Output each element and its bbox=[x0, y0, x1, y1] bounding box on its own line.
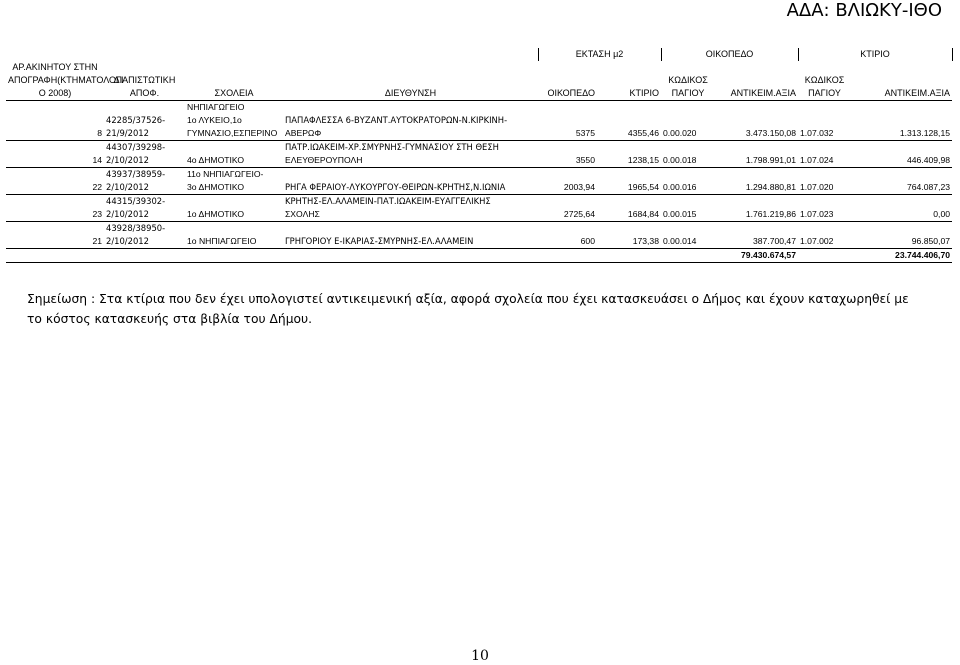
row-23-decision-line2: 2/10/2012 bbox=[104, 208, 185, 222]
row-14-decision-line2: 2/10/2012 bbox=[104, 154, 185, 168]
row-14-code: 0.00.018 bbox=[661, 154, 715, 168]
row-22-plot: 2003,94 bbox=[538, 181, 597, 195]
row-21-id: 21 bbox=[6, 235, 104, 249]
table-row bbox=[6, 208, 952, 222]
table-row bbox=[6, 114, 952, 127]
property-register-table bbox=[6, 48, 953, 263]
row-23-school: 1ο ΔΗΜΟΤΙΚΟ bbox=[185, 208, 283, 222]
table-row bbox=[6, 222, 952, 236]
table-row bbox=[6, 154, 952, 168]
row-8-address-line2: ΑΒΕΡΩΦ bbox=[283, 127, 538, 141]
row-14-address-line1: ΠΑΤΡ.ΙΩΑΚΕΙΜ-ΧΡ.ΣΜΥΡΝΗΣ-ΓΥΜΝΑΣΙΟΥ ΣΤΗ ΘΕΣΗ bbox=[285, 142, 499, 152]
reg-header-line1: ΑΡ.ΑΚΙΝΗΤΟΥ ΣΤΗΝ bbox=[12, 62, 98, 72]
row-23-code: 0.00.015 bbox=[661, 208, 715, 222]
row-23-address-line2: ΣΧΟΛΗΣ bbox=[283, 208, 538, 222]
row-22-school-line1: 11ο ΝΗΠΙΑΓΩΓΕΙΟ- bbox=[187, 169, 264, 179]
value2-header: ΑΝΤΙΚΕΙΜ.ΑΞΙΑ bbox=[851, 87, 952, 101]
row-23-decision-line1: 44315/39302- bbox=[106, 196, 166, 206]
row-8-decision-line2: 21/9/2012 bbox=[104, 127, 185, 141]
row-14-value: 1.798.991,01 bbox=[715, 154, 798, 168]
header-group-row bbox=[6, 48, 952, 61]
row-14-plot: 3550 bbox=[538, 154, 597, 168]
row-14-building: 1238,15 bbox=[597, 154, 661, 168]
row-22-decision-line1: 43937/38959- bbox=[106, 169, 166, 179]
row-8-decision-line1: 42285/37526- bbox=[106, 115, 166, 125]
footnote bbox=[27, 289, 947, 329]
row-23-code2: 1.07.023 bbox=[798, 208, 851, 222]
page-number: 10 bbox=[471, 648, 489, 664]
row-8-value2: 1.313.128,15 bbox=[851, 127, 952, 141]
decision-header-line2: ΑΠΟΦ. bbox=[104, 87, 185, 101]
row-14-value2: 446.409,98 bbox=[851, 154, 952, 168]
totals-row bbox=[6, 249, 952, 263]
row-8-building: 4355,46 bbox=[597, 127, 661, 141]
total-value: 79.430.674,57 bbox=[715, 249, 798, 263]
row-14-school: 4ο ΔΗΜΟΤΙΚΟ bbox=[185, 154, 283, 168]
row-22-decision-line2: 2/10/2012 bbox=[104, 181, 185, 195]
row-22-value2: 764.087,23 bbox=[851, 181, 952, 195]
row-21-plot: 600 bbox=[538, 235, 597, 249]
table-row bbox=[6, 195, 952, 209]
row-21-value2: 96.850,07 bbox=[851, 235, 952, 249]
header-row-1 bbox=[6, 61, 952, 74]
building-group-header: ΚΤΙΡΙΟ bbox=[798, 48, 952, 61]
address-header: ΔΙΕΥΘΥΝΣΗ bbox=[283, 87, 538, 101]
row-21-code: 0.00.014 bbox=[661, 235, 715, 249]
row-23-value: 1.761.219,86 bbox=[715, 208, 798, 222]
row-21-decision-line1: 43928/38950- bbox=[106, 223, 166, 233]
row-22-address: ΡΗΓΑ ΦΕΡΑΙΟΥ-ΛΥΚΟΥΡΓΟΥ-ΘΕΙΡΩΝ-ΚΡΗΤΗΣ,Ν.ΙΩΝΙΑ bbox=[283, 181, 538, 195]
row-21-building: 173,38 bbox=[597, 235, 661, 249]
code-header-line1: ΚΩΔΙΚΟΣ bbox=[668, 75, 708, 85]
table-row bbox=[6, 181, 952, 195]
row-21-decision-line2: 2/10/2012 bbox=[104, 235, 185, 249]
row-14-id: 14 bbox=[6, 154, 104, 168]
schools-header: ΣΧΟΛΕΙΑ bbox=[185, 87, 283, 101]
ada-watermark: ΑΔΑ: ΒΛΙΩΚΥ-ΙΘΟ bbox=[786, 0, 942, 21]
row-8-school-line1: ΝΗΠΙΑΓΩΓΕΙΟ bbox=[187, 102, 245, 112]
row-23-id: 23 bbox=[6, 208, 104, 222]
table-row bbox=[6, 235, 952, 249]
row-22-code2: 1.07.020 bbox=[798, 181, 851, 195]
value-header: ΑΝΤΙΚΕΙΜ.ΑΞΙΑ bbox=[715, 87, 798, 101]
row-23-value2: 0,00 bbox=[851, 208, 952, 222]
row-8-school-line3: ΓΥΜΝΑΣΙΟ,ΕΣΠΕΡΙΝΟ bbox=[185, 127, 283, 141]
row-21-value: 387.700,47 bbox=[715, 235, 798, 249]
header-row-3 bbox=[6, 87, 952, 101]
row-22-school-line2: 3ο ΔΗΜΟΤΙΚΟ bbox=[185, 181, 283, 195]
building-header: ΚΤΙΡΙΟ bbox=[597, 87, 661, 101]
row-8-address-line1: ΠΑΠΑΦΛΕΣΣΑ 6-ΒΥΖΑΝΤ.ΑΥΤΟΚΡΑΤΟΡΩΝ-Ν.ΚΙΡΚΙΝΗ- bbox=[285, 115, 508, 125]
row-22-code: 0.00.016 bbox=[661, 181, 715, 195]
row-8-value: 3.473.150,08 bbox=[715, 127, 798, 141]
area-group-header: ΕΚΤΑΣΗ μ2 bbox=[538, 48, 661, 61]
row-23-plot: 2725,64 bbox=[538, 208, 597, 222]
footnote-line1: Σημείωση : Στα κτίρια που δεν έχει υπολογιστεί αντικειμενική αξία, αφορά σχολεία που έχει κατασκευάσει ο Δήμος και έχουν καταχωρηθεί με bbox=[27, 292, 909, 306]
table-row bbox=[6, 168, 952, 182]
code2-header-line2: ΠΑΓΙΟΥ bbox=[798, 87, 851, 101]
code-header-line2: ΠΑΓΙΟΥ bbox=[661, 87, 715, 101]
row-8-school-line2: 1ο ΛΥΚΕΙΟ,1ο bbox=[187, 115, 242, 125]
row-8-code2: 1.07.032 bbox=[798, 127, 851, 141]
total-value2: 23.744.406,70 bbox=[851, 249, 952, 263]
plot-group-header: ΟΙΚΟΠΕΔΟ bbox=[661, 48, 798, 61]
footnote-line2: το κόστος κατασκευής στα βιβλία του Δήμου. bbox=[27, 312, 313, 326]
row-8-id: 8 bbox=[6, 127, 104, 141]
row-21-school: 1ο ΝΗΠΙΑΓΩΓΕΙΟ bbox=[185, 235, 283, 249]
row-21-address: ΓΡΗΓΟΡΙΟΥ Ε-ΙΚΑΡΙΑΣ-ΣΜΥΡΝΗΣ-ΕΛ.ΑΛΑΜΕΙΝ bbox=[283, 235, 538, 249]
decision-header-line1: ΔΙΑΠΙΣΤΩΤΙΚΗ bbox=[113, 75, 176, 85]
row-14-code2: 1.07.024 bbox=[798, 154, 851, 168]
row-22-value: 1.294.880,81 bbox=[715, 181, 798, 195]
header-row-2 bbox=[6, 74, 952, 87]
row-22-id: 22 bbox=[6, 181, 104, 195]
row-14-address-line2: ΕΛΕΥΘΕΡΟΥΠΟΛΗ bbox=[283, 154, 538, 168]
row-22-building: 1965,54 bbox=[597, 181, 661, 195]
row-21-code2: 1.07.002 bbox=[798, 235, 851, 249]
row-23-address-line1: ΚΡΗΤΗΣ-ΕΛ.ΑΛΑΜΕΙΝ-ΠΑΤ.ΙΩΑΚΕΙΜ-ΕΥΑΓΓΕΛΙΚΗΣ bbox=[285, 196, 491, 206]
row-23-building: 1684,84 bbox=[597, 208, 661, 222]
table-row bbox=[6, 127, 952, 141]
row-8-code: 0.00.020 bbox=[661, 127, 715, 141]
reg-header-line3: Ο 2008) bbox=[6, 87, 104, 101]
code2-header-line1: ΚΩΔΙΚΟΣ bbox=[804, 75, 845, 85]
row-8-plot: 5375 bbox=[538, 127, 597, 141]
plot-header: ΟΙΚΟΠΕΔΟ bbox=[538, 87, 597, 101]
reg-header-line2: ΑΠΟΓΡΑΦΗ(ΚΤΗΜΑΤΟΛΟΓΙ bbox=[8, 75, 124, 85]
row-14-decision-line1: 44307/39298- bbox=[106, 142, 166, 152]
table-row bbox=[6, 141, 952, 155]
table-row-pre bbox=[6, 101, 952, 115]
